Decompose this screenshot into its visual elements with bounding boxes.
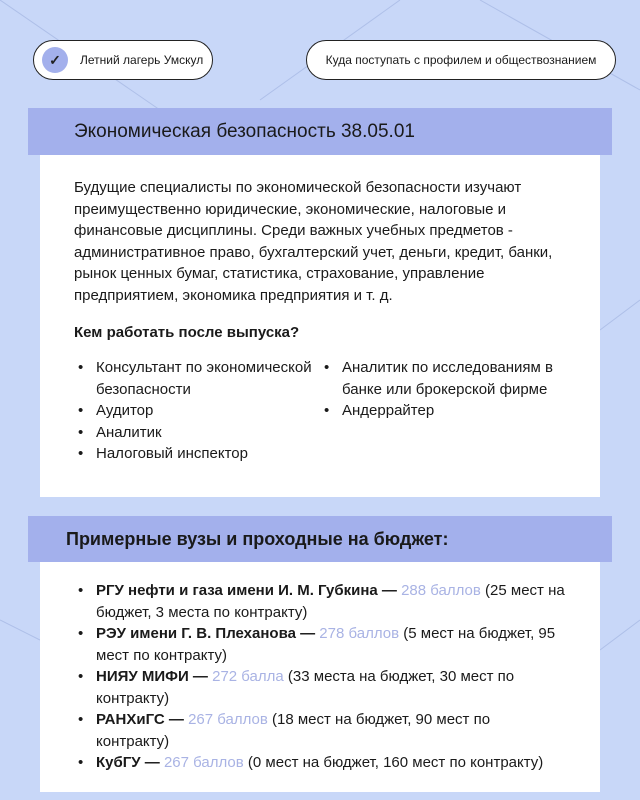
seats-details: (33 места на бюджет, 30 мест по контракту) bbox=[96, 668, 515, 707]
passing-score: 267 баллов bbox=[163, 754, 244, 771]
seats-details: (18 мест на бюджет, 90 мест по контракту) bbox=[96, 711, 491, 750]
universities-card bbox=[40, 562, 600, 792]
passing-score: 267 баллов bbox=[188, 711, 268, 728]
dash: — bbox=[140, 754, 164, 771]
topic-label: Куда поступать с профилем и обществознанием bbox=[325, 53, 597, 67]
camp-tag[interactable] bbox=[33, 40, 213, 80]
dash: — bbox=[377, 582, 402, 599]
career-item: • Аудитор bbox=[74, 400, 320, 422]
dash: — bbox=[164, 711, 189, 728]
university-name: КубГУ bbox=[96, 754, 141, 771]
university-item bbox=[74, 623, 566, 666]
dash: — bbox=[295, 625, 320, 642]
specialty-description: Будущие специалисты по экономической безопасности изучают преимущественно юридические, экономические, налоговые и финансовые дисциплины. Среди важных учебных предметов - административное право, бухгалтерский учет, деньги, кредит, банки, рынок ценных бумаг, статистика, страхование, управление предприятием, экономика предприятия и т. д. bbox=[74, 179, 553, 304]
dash: — bbox=[188, 668, 213, 685]
career-item: • Аналитик bbox=[74, 422, 320, 444]
career-item: • Налоговый инспектор bbox=[74, 443, 320, 465]
university-name: НИЯУ МИФИ bbox=[96, 668, 189, 685]
seats-details: (5 мест на бюджет, 95 мест по контракту) bbox=[96, 625, 556, 664]
university-item bbox=[74, 752, 566, 774]
seats-details: (0 мест на бюджет, 160 мест по контракту) bbox=[247, 754, 544, 771]
passing-score: 272 балла bbox=[212, 668, 284, 685]
university-item bbox=[74, 666, 566, 709]
university-name: РГУ нефти и газа имени И. М. Губкина bbox=[96, 582, 378, 599]
specialty-card bbox=[40, 155, 600, 497]
university-name: РЭУ имени Г. В. Плеханова bbox=[96, 625, 296, 642]
passing-score: 288 баллов bbox=[401, 582, 481, 599]
university-item bbox=[74, 709, 566, 752]
career-item: • Аналитик по исследованиям в банке или брокерской фирме bbox=[320, 357, 566, 400]
universities-title: Примерные вузы и проходные на бюджет: bbox=[28, 516, 612, 562]
check-icon: ✓ bbox=[42, 47, 68, 73]
topic-tag[interactable] bbox=[306, 40, 616, 80]
career-item: • Андеррайтер bbox=[320, 400, 566, 422]
careers-list-left bbox=[74, 357, 320, 465]
university-item bbox=[74, 580, 566, 623]
specialty-title: Экономическая безопасность 38.05.01 bbox=[28, 108, 612, 155]
university-name: РАНХиГС bbox=[96, 711, 165, 728]
careers-list-right bbox=[320, 357, 566, 465]
seats-details: (25 мест на бюджет, 3 места по контракту) bbox=[96, 582, 565, 621]
universities-list bbox=[74, 580, 566, 774]
careers-heading: Кем работать после выпуска? bbox=[74, 324, 300, 341]
passing-score: 278 баллов bbox=[319, 625, 400, 642]
camp-label: Летний лагерь Умскул bbox=[80, 53, 204, 67]
career-item: • Консультант по экономической безопасности bbox=[74, 357, 320, 400]
